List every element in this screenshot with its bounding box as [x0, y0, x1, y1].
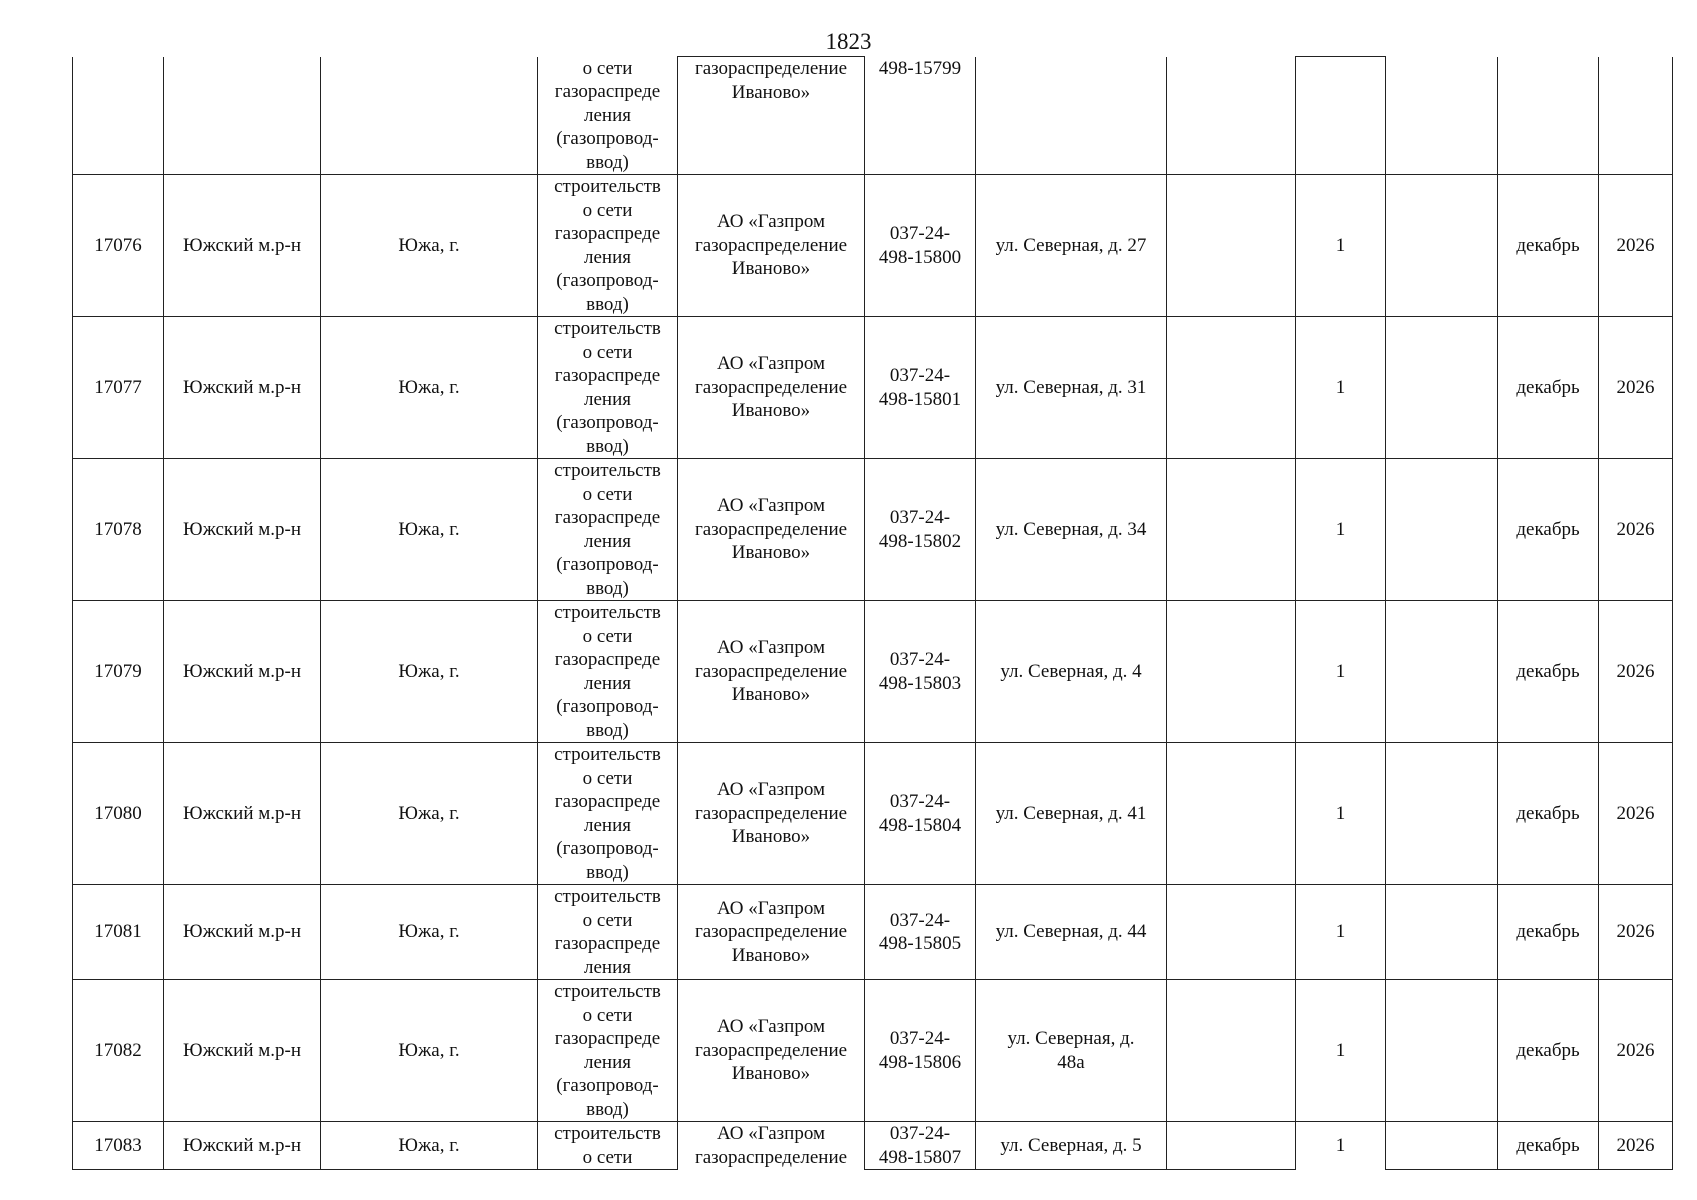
cell-count: [1296, 57, 1386, 175]
cell-district: [164, 57, 321, 175]
cell-district: Южский м.р-н: [164, 885, 321, 980]
cell-city: Южа, г.: [321, 980, 538, 1122]
cell-empty-1: [1167, 317, 1296, 459]
cell-org: АО «Газпром газораспределение Иваново»: [678, 980, 865, 1122]
cell-type: строительств о сети: [538, 1122, 678, 1170]
cell-org: АО «Газпром газораспределение Иваново»: [678, 175, 865, 317]
cell-empty-2: [1386, 885, 1498, 980]
cell-code: 498-15799: [865, 57, 976, 175]
cell-month: [1498, 57, 1599, 175]
cell-empty-2: [1386, 1122, 1498, 1170]
cell-city: Южа, г.: [321, 459, 538, 601]
cell-address: ул. Северная, д. 27: [976, 175, 1167, 317]
cell-district: Южский м.р-н: [164, 317, 321, 459]
cell-count: 1: [1296, 601, 1386, 743]
cell-month: декабрь: [1498, 459, 1599, 601]
cell-empty-2: [1386, 57, 1498, 175]
cell-city: [321, 57, 538, 175]
cell-id: 17076: [73, 175, 164, 317]
cell-city: Южа, г.: [321, 885, 538, 980]
cell-year: 2026: [1599, 980, 1673, 1122]
table-row: [73, 601, 1673, 743]
table-row: [73, 1122, 1673, 1170]
cell-org: газораспределение Иваново»: [678, 57, 865, 175]
cell-org: АО «Газпром газораспределение Иваново»: [678, 885, 865, 980]
cell-month: декабрь: [1498, 317, 1599, 459]
cell-city: Южа, г.: [321, 317, 538, 459]
cell-city: Южа, г.: [321, 743, 538, 885]
cell-empty-1: [1167, 57, 1296, 175]
cell-empty-1: [1167, 743, 1296, 885]
cell-org: АО «Газпром газораспределение Иваново»: [678, 317, 865, 459]
cell-code: 037-24- 498-15800: [865, 175, 976, 317]
cell-district: Южский м.р-н: [164, 980, 321, 1122]
cell-year: 2026: [1599, 601, 1673, 743]
cell-id: 17082: [73, 980, 164, 1122]
cell-address: ул. Северная, д. 41: [976, 743, 1167, 885]
cell-month: декабрь: [1498, 743, 1599, 885]
cell-empty-1: [1167, 1122, 1296, 1170]
cell-address: [976, 57, 1167, 175]
cell-count: 1: [1296, 317, 1386, 459]
table-row-continued: [73, 57, 1673, 175]
cell-count: 1: [1296, 743, 1386, 885]
cell-org: АО «Газпром газораспределение Иваново»: [678, 743, 865, 885]
cell-empty-1: [1167, 459, 1296, 601]
cell-district: Южский м.р-н: [164, 601, 321, 743]
cell-address: ул. Северная, д. 4: [976, 601, 1167, 743]
cell-month: декабрь: [1498, 175, 1599, 317]
cell-month: декабрь: [1498, 1122, 1599, 1170]
cell-year: 2026: [1599, 1122, 1673, 1170]
cell-type: строительств о сети газораспреде ления (газопровод- ввод): [538, 601, 678, 743]
cell-id: 17083: [73, 1122, 164, 1170]
cell-empty-1: [1167, 601, 1296, 743]
cell-year: 2026: [1599, 743, 1673, 885]
cell-empty-1: [1167, 980, 1296, 1122]
cell-month: декабрь: [1498, 980, 1599, 1122]
cell-count: 1: [1296, 885, 1386, 980]
cell-empty-2: [1386, 459, 1498, 601]
cell-address: ул. Северная, д. 34: [976, 459, 1167, 601]
cell-id: [73, 57, 164, 175]
cell-type: строительств о сети газораспреде ления (газопровод- ввод): [538, 317, 678, 459]
table-row: [73, 743, 1673, 885]
cell-district: Южский м.р-н: [164, 175, 321, 317]
cell-org: АО «Газпром газораспределение Иваново»: [678, 601, 865, 743]
cell-code: 037-24- 498-15807: [865, 1122, 976, 1170]
cell-address: ул. Северная, д. 31: [976, 317, 1167, 459]
cell-id: 17079: [73, 601, 164, 743]
table-row: [73, 175, 1673, 317]
cell-address: ул. Северная, д. 44: [976, 885, 1167, 980]
cell-count: 1: [1296, 980, 1386, 1122]
cell-month: декабрь: [1498, 601, 1599, 743]
cell-code: 037-24- 498-15803: [865, 601, 976, 743]
cell-year: 2026: [1599, 175, 1673, 317]
cell-type: строительств о сети газораспреде ления (газопровод- ввод): [538, 743, 678, 885]
cell-code: 037-24- 498-15804: [865, 743, 976, 885]
cell-org: АО «Газпром газораспределение Иваново»: [678, 459, 865, 601]
cell-year: 2026: [1599, 317, 1673, 459]
cell-count: 1: [1296, 1122, 1386, 1170]
table-row: [73, 885, 1673, 980]
cell-empty-2: [1386, 175, 1498, 317]
cell-type: о сети газораспреде ления (газопровод- ввод): [538, 57, 678, 175]
cell-city: Южа, г.: [321, 1122, 538, 1170]
cell-empty-2: [1386, 317, 1498, 459]
cell-empty-2: [1386, 980, 1498, 1122]
cell-empty-2: [1386, 601, 1498, 743]
gas-network-table: [72, 56, 1672, 1170]
cell-code: 037-24- 498-15805: [865, 885, 976, 980]
cell-type: строительств о сети газораспреде ления: [538, 885, 678, 980]
cell-type: строительств о сети газораспреде ления (газопровод- ввод): [538, 175, 678, 317]
cell-month: декабрь: [1498, 885, 1599, 980]
data-table: [72, 56, 1673, 1170]
cell-empty-1: [1167, 885, 1296, 980]
cell-id: 17077: [73, 317, 164, 459]
cell-code: 037-24- 498-15806: [865, 980, 976, 1122]
page-number: 1823: [825, 29, 872, 54]
cell-empty-2: [1386, 743, 1498, 885]
cell-id: 17081: [73, 885, 164, 980]
table-row: [73, 459, 1673, 601]
cell-count: 1: [1296, 459, 1386, 601]
cell-address: ул. Северная, д. 48а: [976, 980, 1167, 1122]
cell-id: 17078: [73, 459, 164, 601]
cell-district: Южский м.р-н: [164, 743, 321, 885]
cell-org: АО «Газпром газораспределение: [678, 1122, 865, 1170]
cell-year: [1599, 57, 1673, 175]
cell-type: строительств о сети газораспреде ления (газопровод- ввод): [538, 459, 678, 601]
cell-count: 1: [1296, 175, 1386, 317]
cell-address: ул. Северная, д. 5: [976, 1122, 1167, 1170]
cell-code: 037-24- 498-15801: [865, 317, 976, 459]
table-row: [73, 980, 1673, 1122]
cell-year: 2026: [1599, 885, 1673, 980]
table-row: [73, 317, 1673, 459]
cell-year: 2026: [1599, 459, 1673, 601]
cell-type: строительств о сети газораспреде ления (газопровод- ввод): [538, 980, 678, 1122]
cell-empty-1: [1167, 175, 1296, 317]
cell-code: 037-24- 498-15802: [865, 459, 976, 601]
cell-city: Южа, г.: [321, 601, 538, 743]
cell-district: Южский м.р-н: [164, 459, 321, 601]
cell-id: 17080: [73, 743, 164, 885]
cell-city: Южа, г.: [321, 175, 538, 317]
cell-district: Южский м.р-н: [164, 1122, 321, 1170]
